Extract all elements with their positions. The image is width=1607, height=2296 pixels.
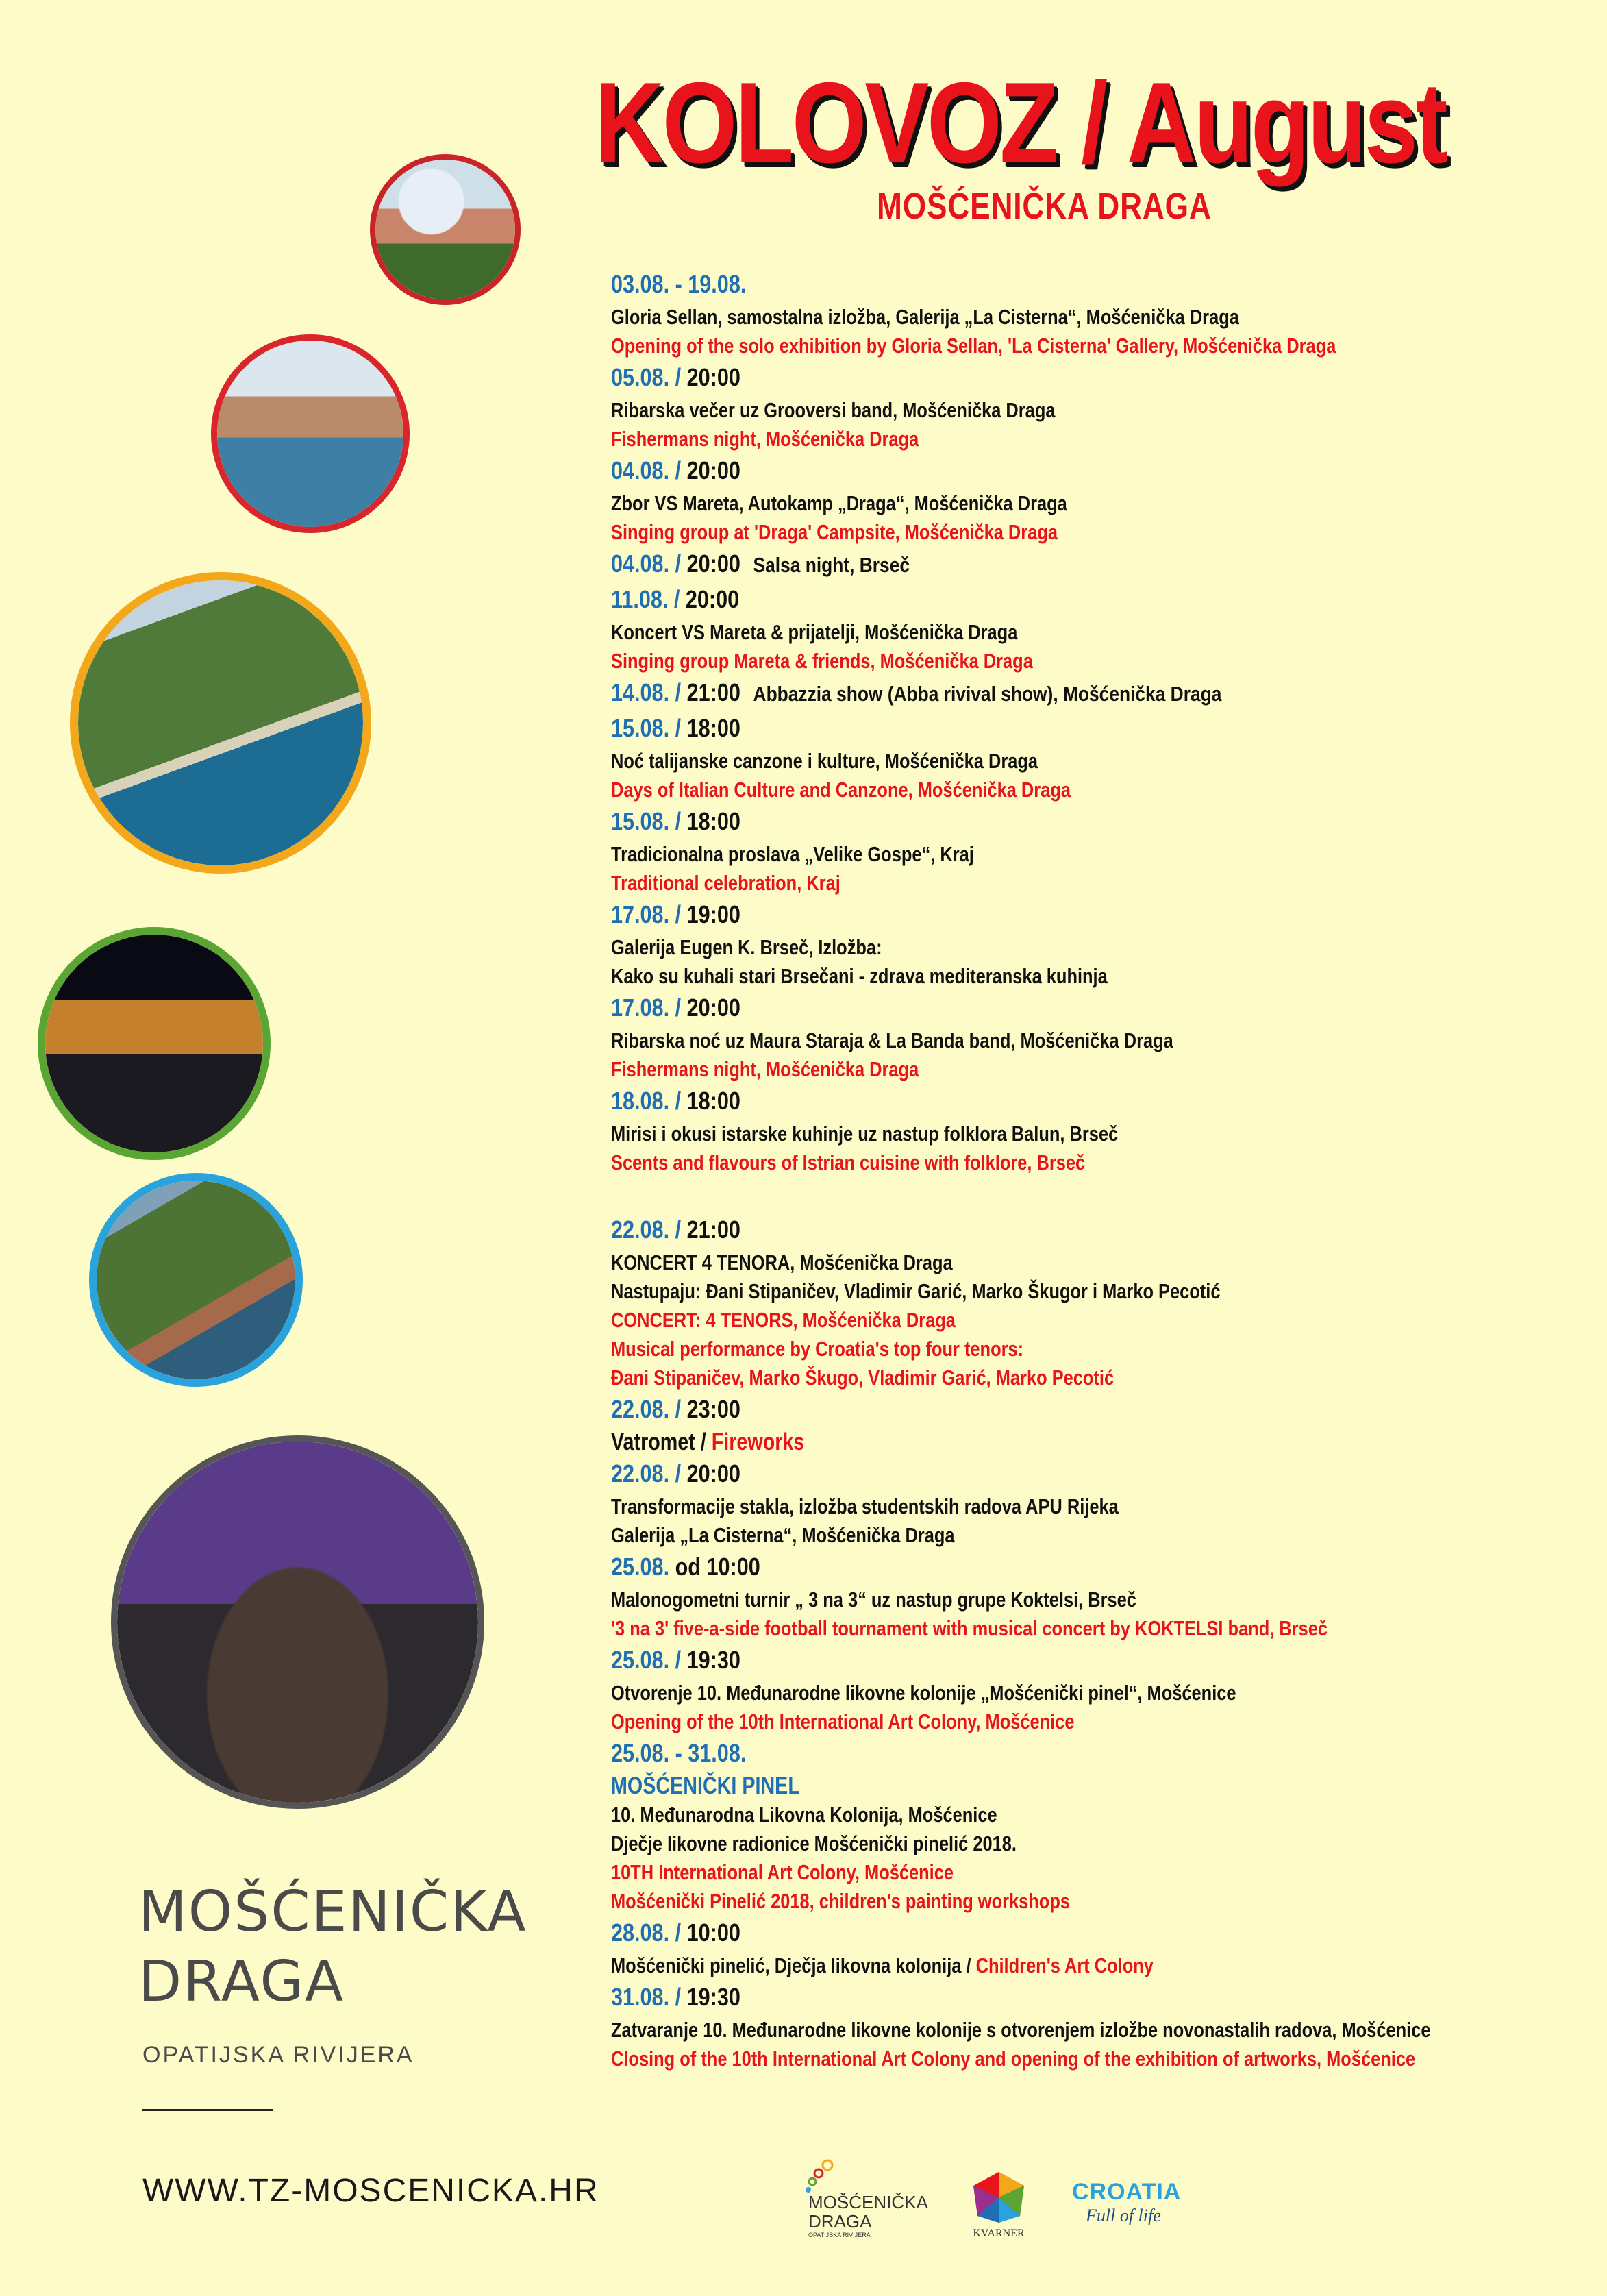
town-photo — [375, 160, 515, 299]
event-line — [611, 1363, 1397, 1392]
photo-circle-night — [38, 927, 271, 1160]
event-line — [611, 1707, 1397, 1736]
event-date — [611, 1213, 1426, 1248]
event-time: 10:00 — [686, 1918, 740, 1947]
event-line — [611, 869, 1397, 898]
event-line — [611, 396, 1397, 425]
event-line — [611, 647, 1397, 676]
event-time: 21:00 — [686, 1215, 740, 1244]
event-item — [611, 1457, 1570, 1550]
event-date — [611, 1392, 1426, 1428]
event-time: 20:00 — [685, 585, 740, 613]
event-item — [611, 1084, 1570, 1177]
location-subtitle: MOŠĆENIČKA DRAGA — [877, 186, 1212, 227]
event-line — [611, 747, 1397, 776]
event-line-text: Otvorenje 10. Međunarodne likovne kolonije „Mošćenički pinel“, Mošćenice — [611, 1681, 1236, 1705]
event-line-text: Galerija „La Cisterna“, Mošćenička Draga — [611, 1523, 955, 1547]
event-item — [611, 1736, 1570, 1916]
event-line — [611, 1772, 1397, 1801]
event-line — [611, 776, 1397, 804]
event-line-text: Musical performance by Croatia's top four tenors: — [611, 1337, 1024, 1361]
event-line-text: Fishermans night, Mošćenička Draga — [611, 1057, 919, 1081]
event-line — [611, 933, 1397, 962]
event-date-text: 22.08. / — [611, 1215, 687, 1244]
event-line — [611, 425, 1397, 454]
event-line — [611, 303, 1397, 332]
event-line-text: Zbor VS Mareta, Autokamp „Draga“, Mošćenička Draga — [611, 491, 1067, 515]
event-line — [611, 1277, 1397, 1306]
event-line — [611, 1679, 1397, 1707]
event-list — [611, 267, 1570, 2073]
event-line-english: Fireworks — [711, 1429, 805, 1455]
event-line-text: Kako su kuhali stari Brsečani - zdrava mediteranska kuhinja — [611, 964, 1108, 988]
photo-circle-tenors — [111, 1435, 484, 1809]
event-date — [611, 1457, 1426, 1492]
event-line — [611, 1148, 1397, 1177]
event-line — [611, 1614, 1397, 1643]
event-item — [611, 1550, 1570, 1643]
kvarner-logo — [964, 2171, 1033, 2246]
event-line-text: Traditional celebration, Kraj — [611, 871, 840, 895]
event-item — [611, 582, 1570, 676]
event-line — [611, 1026, 1397, 1055]
event-item — [611, 991, 1570, 1084]
event-time: 19:30 — [686, 1983, 740, 2011]
photo-circle-harbour — [211, 334, 410, 533]
event-line-text: Closing of the 10th International Art Colony and opening of the exhibition of artworks, Mošćenice — [611, 2047, 1416, 2071]
event-time: 21:00 — [686, 678, 740, 706]
event-item — [611, 898, 1570, 991]
event-line-text: Singing group at 'Draga' Campsite, Mošćenička Draga — [611, 520, 1058, 544]
event-date — [611, 267, 1426, 303]
event-item — [611, 1980, 1570, 2073]
event-date-text: 22.08. / — [611, 1395, 687, 1423]
logo-line-3: OPATIJSKA RIVIJERA — [808, 2232, 871, 2238]
event-date-text: 25.08. — [611, 1553, 675, 1581]
aerial-photo — [97, 1181, 295, 1379]
event-time: 19:30 — [686, 1646, 740, 1674]
event-date — [611, 1736, 1426, 1772]
event-date-text: 11.08. / — [611, 585, 686, 613]
event-line-text: Mošćenički Pinelić 2018, children's painting workshops — [611, 1889, 1071, 1913]
event-line-text: Nastupaju: Đani Stipaničev, Vladimir Garić, Marko Škugor i Marko Pecotić — [611, 1279, 1221, 1303]
event-time: 23:00 — [686, 1395, 740, 1423]
event-line — [611, 1887, 1397, 1916]
event-line — [611, 518, 1397, 547]
event-line-text: Opening of the 10th International Art Colony, Mošćenice — [611, 1709, 1075, 1733]
event-line — [611, 1585, 1397, 1614]
event-date-text: 04.08. / — [611, 456, 687, 484]
event-date — [611, 711, 1426, 747]
event-line-text: 10TH International Art Colony, Mošćenice — [611, 1860, 954, 1884]
logo-line-2: DRAGA — [808, 2211, 872, 2232]
brand-line-1: MOŠĆENIČKA — [138, 1879, 527, 1945]
event-line-text: Scents and flavours of Istrian cuisine with folklore, Brseč — [611, 1150, 1086, 1174]
event-date-text: 05.08. / — [611, 363, 687, 391]
event-line — [611, 962, 1397, 991]
event-date — [611, 898, 1426, 933]
photo-circle-town — [370, 154, 521, 305]
event-time: 20:00 — [686, 993, 740, 1022]
event-date — [611, 1084, 1426, 1120]
event-line-text: Zatvaranje 10. Međunarodne likovne kolonije s otvorenjem izložbe novonastalih radova, Mošćenice — [611, 2018, 1431, 2042]
event-line — [611, 489, 1397, 518]
event-line-text: Noć talijanske canzone i kulture, Mošćenička Draga — [611, 749, 1038, 773]
event-line-text: Fishermans night, Mošćenička Draga — [611, 427, 919, 451]
event-line — [611, 1055, 1397, 1084]
event-line — [611, 2045, 1416, 2073]
event-line — [611, 1951, 1397, 1980]
event-item — [611, 547, 1570, 582]
moscenicka-logo — [801, 2158, 932, 2238]
event-line — [611, 1829, 1397, 1858]
event-time: 20:00 — [686, 456, 740, 484]
event-time: 20:00 — [686, 1459, 740, 1488]
event-line-text: Galerija Eugen K. Brseč, Izložba: — [611, 935, 882, 959]
tenors-photo — [117, 1442, 478, 1803]
website-url[interactable]: WWW.TZ-MOSCENICKA.HR — [142, 2173, 599, 2209]
event-line-text: Singing group Mareta & friends, Mošćenička Draga — [611, 649, 1033, 673]
event-line-text: Tradicionalna proslava „Velike Gospe“, Kraj — [611, 842, 974, 866]
event-line-text: Ribarska noć uz Maura Staraja & La Banda band, Mošćenička Draga — [611, 1028, 1173, 1052]
event-time: 20:00 — [686, 550, 740, 578]
event-line-text: Transformacije stakla, izložba studentskih radova APU Rijeka — [611, 1494, 1119, 1518]
event-date-text: 03.08. - 19.08. — [611, 270, 747, 298]
croatia-logo — [1072, 2179, 1182, 2241]
event-line — [611, 2016, 1431, 2045]
event-line-text: 10. Međunarodna Likovna Kolonija, Mošćenice — [611, 1803, 997, 1827]
event-line — [611, 1306, 1397, 1335]
event-item — [611, 1643, 1570, 1736]
event-date — [611, 1980, 1426, 2016]
event-line — [611, 1521, 1397, 1550]
croatia-wordmark: CROATIA — [1072, 2179, 1182, 2205]
event-date — [611, 676, 1426, 711]
kvarner-label: KVARNER — [973, 2227, 1025, 2239]
event-item — [611, 1916, 1570, 1980]
event-item — [611, 360, 1570, 454]
event-item — [611, 1213, 1570, 1392]
section-spacer — [611, 1177, 1570, 1213]
event-item — [611, 711, 1570, 804]
event-line — [611, 1120, 1397, 1148]
bubbles-icon — [801, 2158, 843, 2196]
event-date — [611, 454, 1426, 489]
event-date-text: 31.08. / — [611, 1983, 687, 2011]
event-line — [611, 1248, 1397, 1277]
event-item — [611, 804, 1570, 898]
event-date-text: 28.08. / — [611, 1918, 687, 1947]
event-time: 18:00 — [686, 807, 740, 835]
event-line — [611, 618, 1397, 647]
event-date — [611, 360, 1426, 396]
event-date-text: 15.08. / — [611, 714, 687, 742]
event-line-text: Days of Italian Culture and Canzone, Mošćenička Draga — [611, 778, 1071, 802]
brand-subtitle: OPATIJSKA RIVIJERA — [142, 2042, 414, 2068]
poster-title — [595, 58, 1512, 195]
event-line — [611, 1428, 1397, 1457]
event-date — [611, 804, 1426, 840]
event-date — [611, 582, 1426, 618]
event-date — [611, 1550, 1426, 1585]
event-inline-title: Salsa night, Brseč — [753, 553, 910, 577]
event-line-text: MOŠĆENIČKI PINEL — [611, 1773, 800, 1799]
event-line — [611, 1858, 1397, 1887]
event-line-text: Koncert VS Mareta & prijatelji, Mošćenička Draga — [611, 620, 1018, 644]
event-line-text: KONCERT 4 TENORA, Mošćenička Draga — [611, 1250, 953, 1274]
event-time: od 10:00 — [675, 1553, 760, 1581]
kvarner-emblem-icon — [972, 2171, 1025, 2224]
event-date — [611, 991, 1426, 1026]
event-date-text: 17.08. / — [611, 993, 687, 1022]
event-line-text: Mošćenički pinelić, Dječja likovna kolonija / — [611, 1953, 976, 1977]
event-time: 19:00 — [686, 900, 740, 928]
event-line — [611, 1335, 1397, 1363]
event-line-text: Gloria Sellan, samostalna izložba, Galerija „La Cisterna“, Mošćenička Draga — [611, 305, 1239, 329]
event-date-text: 25.08. - 31.08. — [611, 1739, 747, 1767]
event-item — [611, 1392, 1570, 1457]
brand-name — [138, 1877, 527, 2017]
event-line-text: Mirisi i okusi istarske kuhinje uz nastup folklora Balun, Brseč — [611, 1122, 1119, 1146]
event-line-text: Đani Stipaničev, Marko Škugo, Vladimir Garić, Marko Pecotić — [611, 1366, 1114, 1390]
event-date — [611, 547, 1426, 582]
event-line-text: Malonogometni turnir „ 3 na 3“ uz nastup grupe Koktelsi, Brseč — [611, 1588, 1136, 1612]
event-date-text: 18.08. / — [611, 1087, 687, 1115]
event-date — [611, 1916, 1426, 1951]
month-title: KOLOVOZ / August — [595, 58, 1446, 187]
event-line-text: Vatromet / — [611, 1429, 712, 1455]
event-item — [611, 676, 1570, 711]
logo-line-1: MOŠĆENIČKA — [808, 2192, 928, 2212]
event-date-text: 22.08. / — [611, 1459, 687, 1488]
event-time: 18:00 — [686, 1087, 740, 1115]
event-date-text: 14.08. / — [611, 678, 687, 706]
event-line-english: Children's Art Colony — [975, 1953, 1154, 1977]
event-line-text: Dječje likovne radionice Mošćenički pinelić 2018. — [611, 1831, 1017, 1855]
event-line — [611, 840, 1397, 869]
event-item — [611, 454, 1570, 547]
event-date-text: 25.08. / — [611, 1646, 687, 1674]
event-line-text: '3 na 3' five-a-side football tournament with musical concert by KOKTELSI band, Brseč — [611, 1616, 1328, 1640]
event-date-text: 15.08. / — [611, 807, 687, 835]
photo-circle-coast — [70, 572, 371, 874]
event-date — [611, 1643, 1426, 1679]
event-line-text: CONCERT: 4 TENORS, Mošćenička Draga — [611, 1308, 956, 1332]
event-time: 20:00 — [686, 363, 740, 391]
harbour-photo — [217, 341, 403, 527]
event-item — [611, 267, 1570, 360]
brand-divider — [142, 2109, 273, 2111]
event-line — [611, 1492, 1397, 1521]
coast-photo — [78, 580, 363, 865]
event-date-text: 04.08. / — [611, 550, 687, 578]
event-date-text: 17.08. / — [611, 900, 687, 928]
event-line-text: Opening of the solo exhibition by Gloria Sellan, 'La Cisterna' Gallery, Mošćenička Draga — [611, 334, 1336, 358]
event-line — [611, 1801, 1397, 1829]
event-time: 18:00 — [686, 714, 740, 742]
event-line-text: Ribarska večer uz Grooversi band, Mošćenička Draga — [611, 398, 1056, 422]
event-inline-title: Abbazzia show (Abba rivival show), Mošćenička Draga — [753, 682, 1222, 706]
event-line — [611, 332, 1397, 360]
brand-line-2: DRAGA — [138, 1949, 345, 2014]
croatia-tagline: Full of life — [1086, 2206, 1161, 2225]
photo-circle-aerial — [89, 1173, 303, 1387]
night-photo — [45, 935, 263, 1152]
